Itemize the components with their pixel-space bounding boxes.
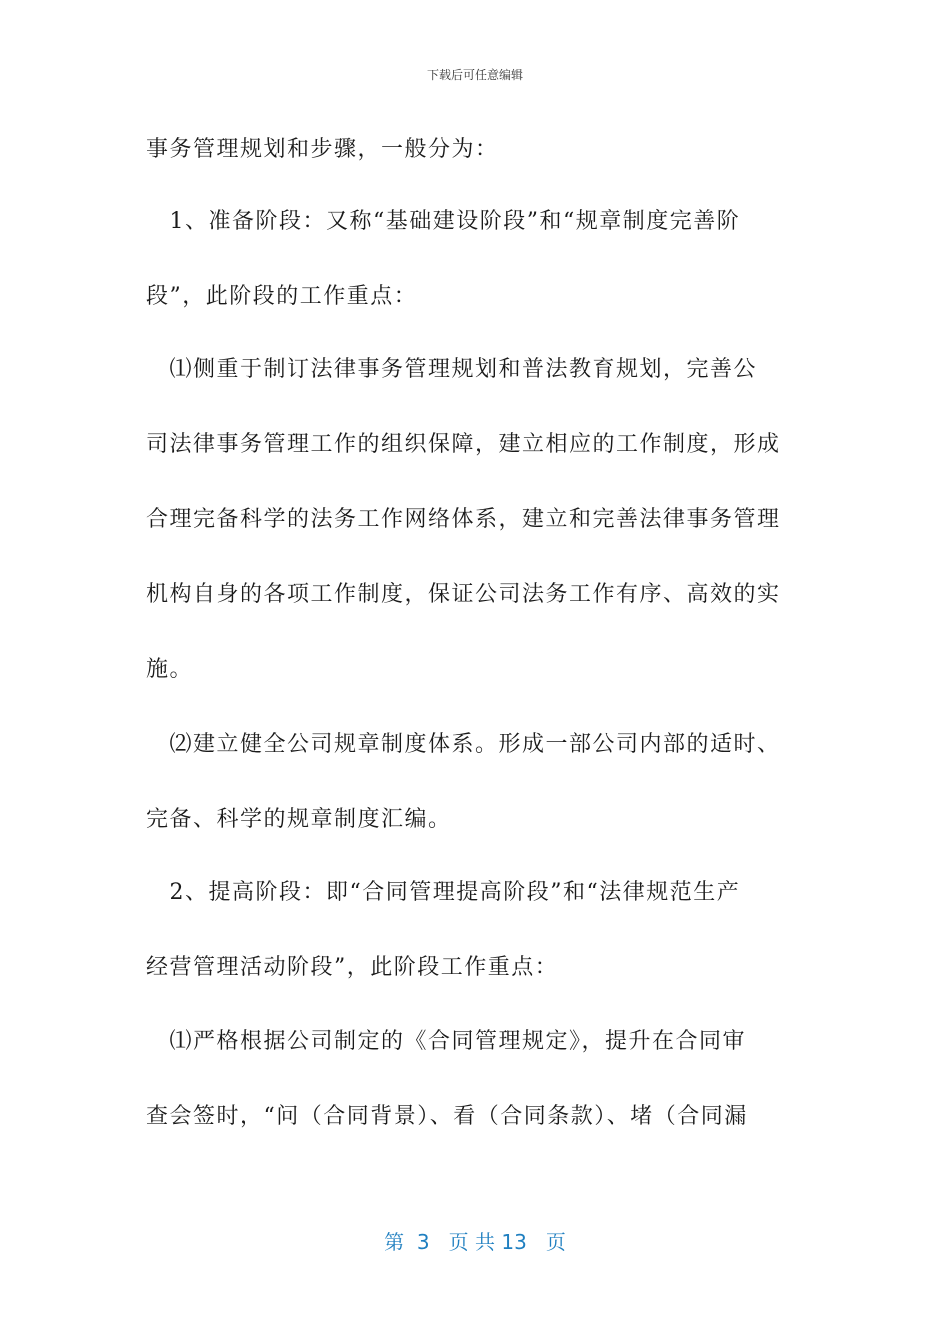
page-footer: 第 3 页 共 13 页 (384, 1230, 566, 1254)
page-header: 下载后可任意编辑 (426, 68, 523, 82)
body-line-4: ⑴侧重于制订法律事务管理规划和普法教育规划，完善公 (146, 357, 758, 382)
body-line-7: 机构自身的各项工作制度，保证公司法务工作有序、高效的实 (146, 582, 781, 607)
body-line-1: 事务管理规划和步骤，一般分为： (146, 137, 499, 162)
body-line-10: 完备、科学的规章制度汇编。 (146, 807, 452, 832)
body-line-14: 查会签时，“问（合同背景）、看（合同条款）、堵（合同漏 (146, 1104, 748, 1129)
body-line-13: ⑴严格根据公司制定的《合同管理规定》，提升在合同审 (146, 1029, 747, 1054)
body-line-2: 1、准备阶段：又称“基础建设阶段”和“规章制度完善阶 (146, 209, 741, 234)
body-line-6: 合理完备科学的法务工作网络体系，建立和完善法律事务管理 (146, 507, 781, 532)
body-line-11: 2、提高阶段：即“合同管理提高阶段”和“法律规范生产 (146, 880, 741, 905)
body-line-8: 施。 (146, 657, 194, 682)
body-line-3: 段”，此阶段的工作重点： (146, 284, 418, 309)
body-line-9: ⑵建立健全公司规章制度体系。形成一部公司内部的适时、 (146, 732, 781, 757)
body-line-12: 经营管理活动阶段”，此阶段工作重点： (146, 955, 559, 980)
body-line-5: 司法律事务管理工作的组织保障，建立相应的工作制度，形成 (146, 432, 781, 457)
